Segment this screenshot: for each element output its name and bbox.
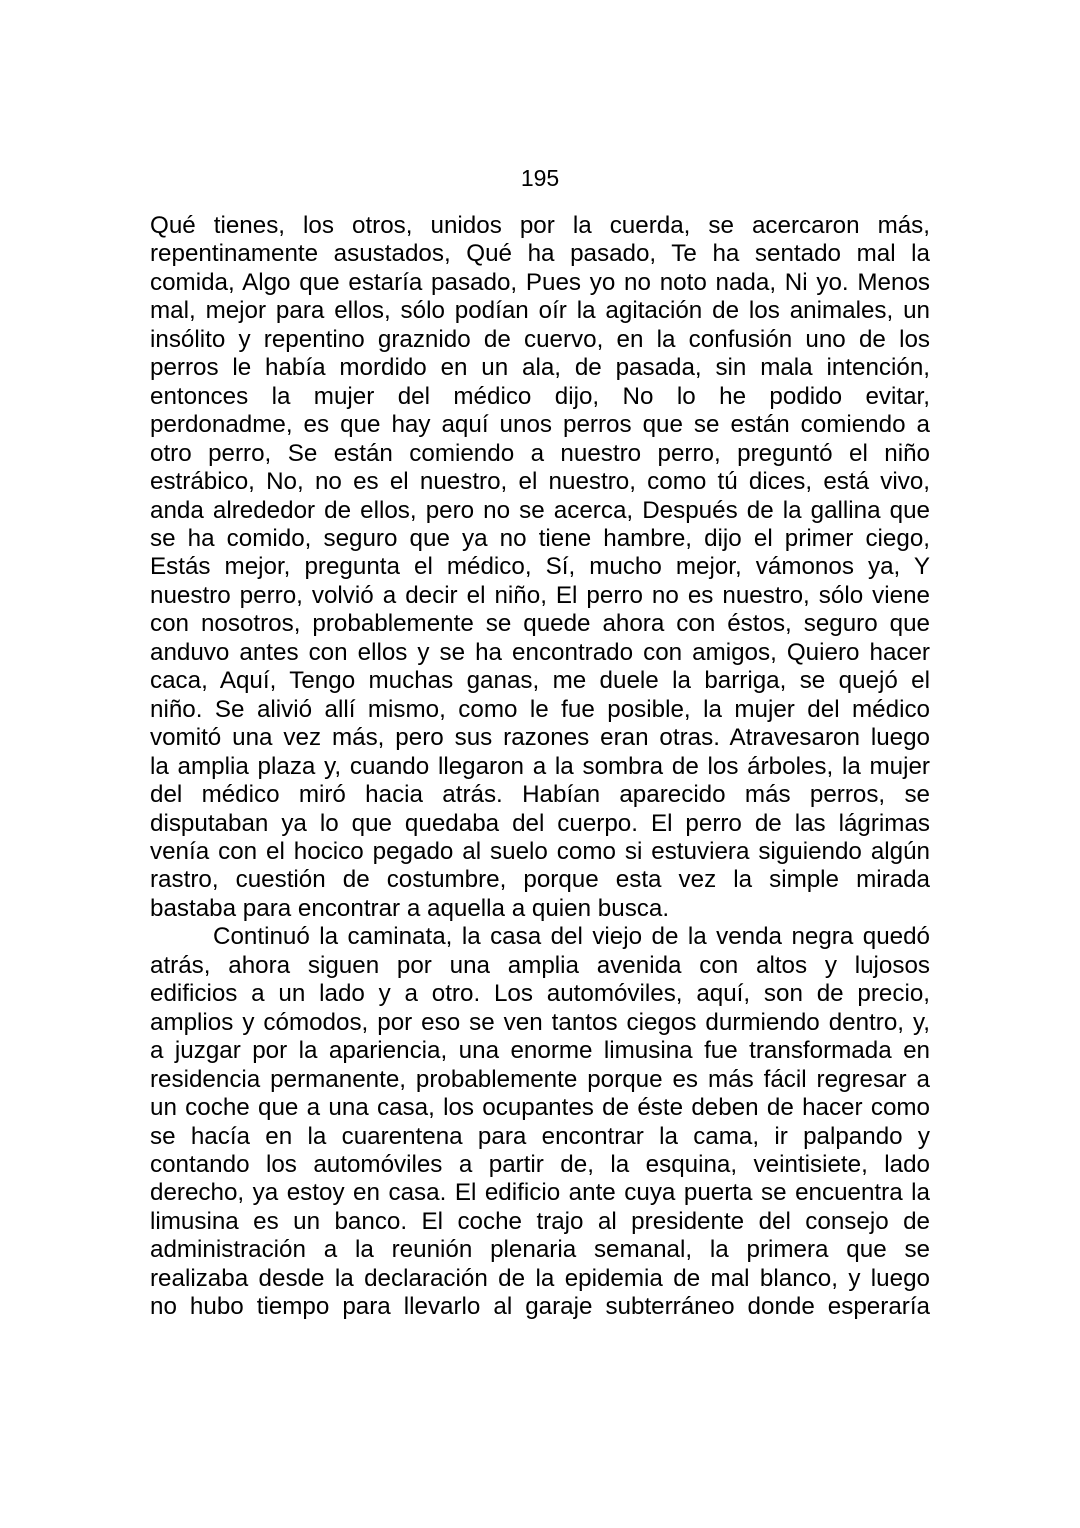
page-number: 195 (520, 165, 560, 191)
paragraph-line: Qué tienes, los otros, unidos por la cuerda, se acercaron más, (150, 212, 930, 239)
paragraph-line: edificios a un lado y a otro. Los automóviles, aquí, son de precio, (150, 980, 930, 1008)
paragraph-line: realizaba desde la declaración de la epidemia de mal blanco, y luego (150, 1264, 930, 1292)
paragraph-line: contando los automóviles a partir de, la esquina, veintisiete, lado (150, 1150, 930, 1178)
paragraph-line: estrábico, No, no es el nuestro, el nuestro, como tú dices, está vivo, (150, 468, 930, 496)
paragraph-line: se ha comido, seguro que ya no tiene hambre, dijo el primer ciego, (150, 524, 930, 552)
paragraph-line: vomitó una vez más, pero sus razones eran otras. Atravesaron luego (150, 724, 930, 752)
paragraph-line: residencia permanente, probablemente porque es más fácil regresar a (150, 1065, 930, 1093)
paragraph-line: un coche que a una casa, los ocupantes de éste deben de hacer como (150, 1094, 930, 1122)
paragraph-line: derecho, ya estoy en casa. El edificio ante cuya puerta se encuentra la (150, 1179, 930, 1207)
paragraph-line: venía con el hocico pegado al suelo como si estuviera siguiendo algún (150, 837, 930, 865)
paragraph-line: otro perro, Se están comiendo a nuestro perro, preguntó el niño (150, 439, 930, 467)
paragraph-line: atrás, ahora siguen por una amplia avenida con altos y lujosos (150, 951, 930, 979)
paragraph-line: perdonadme, es que hay aquí unos perros que se están comiendo a (150, 411, 930, 439)
paragraph-line: mal, mejor para ellos, sólo podían oír la agitación de los animales, un (150, 297, 930, 325)
paragraph-line: insólito y repentino graznido de cuervo, en la confusión uno de los (150, 325, 930, 353)
paragraph-line: perros le había mordido en un ala, de pasada, sin mala intención, (150, 354, 930, 382)
paragraph-line: a juzgar por la apariencia, una enorme limusina fue transformada en (150, 1037, 930, 1065)
paragraph-line: del médico miró hacia atrás. Habían aparecido más perros, se (150, 781, 930, 809)
paragraph-line: administración a la reunión plenaria semanal, la primera que se (150, 1236, 930, 1264)
paragraph-line: anda alrededor de ellos, pero no se acerca, Después de la gallina que (150, 496, 930, 524)
paragraph-line: rastro, cuestión de costumbre, porque esta vez la simple mirada (150, 866, 930, 894)
paragraph-line: no hubo tiempo para llevarlo al garaje subterráneo donde esperaría (150, 1293, 930, 1321)
paragraph-line: Continuó la caminata, la casa del viejo de la venda negra quedó (213, 923, 930, 951)
paragraph-line: caca, Aquí, Tengo muchas ganas, me duele la barriga, se quejó el (150, 667, 930, 695)
paragraph-line: amplios y cómodos, por eso se ven tantos ciegos durmiendo dentro, y, (150, 1008, 930, 1036)
paragraph-line: niño. Se alivió allí mismo, como le fue posible, la mujer del médico (150, 695, 930, 723)
paragraph-line: nuestro perro, volvió a decir el niño, El perro no es nuestro, sólo viene (150, 581, 930, 609)
paragraph-line: disputaban ya lo que quedaba del cuerpo. El perro de las lágrimas (150, 809, 930, 837)
paragraph-line: limusina es un banco. El coche trajo al presidente del consejo de (150, 1207, 930, 1235)
body-text (150, 212, 930, 1322)
paragraph-line: con nosotros, probablemente se quede ahora con éstos, seguro que (150, 610, 930, 638)
paragraph-line: bastaba para encontrar a aquella a quien busca. (150, 894, 670, 922)
paragraph-line: la amplia plaza y, cuando llegaron a la sombra de los árboles, la mujer (150, 752, 930, 780)
paragraph-line: comida, Algo que estaría pasado, Pues yo no noto nada, Ni yo. Menos (150, 268, 930, 296)
paragraph-line: Estás mejor, pregunta el médico, Sí, mucho mejor, vámonos ya, Y (150, 553, 930, 581)
paragraph-line: entonces la mujer del médico dijo, No lo he podido evitar, (150, 382, 930, 410)
paragraph-line: repentinamente asustados, Qué ha pasado, Te ha sentado mal la (150, 240, 930, 268)
paragraph-line: anduvo antes con ellos y se ha encontrado con amigos, Quiero hacer (150, 638, 930, 666)
paragraph-line: se hacía en la cuarentena para encontrar la cama, ir palpando y (150, 1122, 930, 1150)
